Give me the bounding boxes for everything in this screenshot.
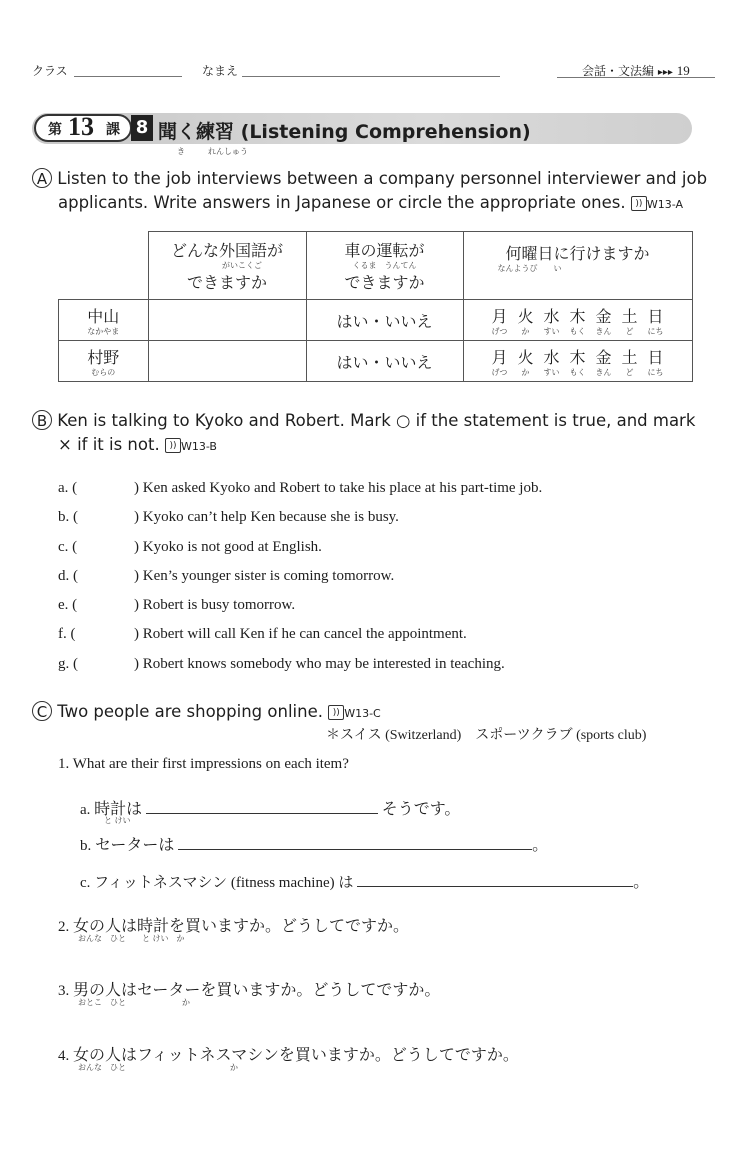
q2-number: 2. <box>58 919 70 935</box>
section-a-marker: A <box>32 168 52 188</box>
days-answer-cell[interactable] <box>463 300 692 341</box>
day-option[interactable] <box>517 345 533 377</box>
question-1a <box>80 796 460 819</box>
item-text: Kyoko is not good at English. <box>142 538 322 555</box>
q1b-text: セーターは <box>95 837 175 854</box>
day-ruby: もく <box>569 327 586 336</box>
table-header-driving <box>306 232 463 300</box>
lesson-number: 13 <box>68 112 94 141</box>
header-driving-text: 車の運転が <box>344 241 425 260</box>
day-option[interactable] <box>596 304 612 336</box>
list-item <box>58 620 542 649</box>
section-c-line1: Two people are shopping online. <box>57 702 323 721</box>
q1c-label: c. <box>80 875 91 891</box>
question-2 <box>58 913 409 936</box>
item-paren: ) <box>134 538 139 555</box>
item-letter[interactable]: a. ( <box>58 480 78 496</box>
day-kanji: 土 <box>621 348 638 367</box>
header-days-ruby: なんようび い <box>497 264 562 273</box>
day-kanji: 水 <box>543 307 560 326</box>
title-en: (Listening Comprehension) <box>240 121 531 143</box>
day-option[interactable] <box>543 304 559 336</box>
day-option[interactable] <box>491 345 507 377</box>
q1c-end: 。 <box>633 874 650 891</box>
list-item <box>58 562 542 591</box>
language-answer-cell[interactable] <box>148 300 306 341</box>
item-paren: ) <box>134 567 139 584</box>
title-jp: 聞く練習 <box>158 121 235 143</box>
list-item <box>58 591 542 620</box>
list-item <box>58 503 542 532</box>
day-option[interactable] <box>569 304 585 336</box>
ruby-renshuu: れんしゅう <box>208 147 248 156</box>
day-kanji: 木 <box>569 348 586 367</box>
audio-code: W13-C <box>344 707 381 720</box>
day-ruby: きん <box>595 327 612 336</box>
q2-text: 女の人は時計を買いますか。どうしてですか。 <box>73 918 410 935</box>
day-kanji: 月 <box>491 348 508 367</box>
page-number: 19 <box>676 63 690 78</box>
item-text: Ken’s younger sister is coming tomorrow. <box>142 567 395 584</box>
table-header-row <box>59 232 693 300</box>
header-language-ruby: がいこくご <box>222 261 262 270</box>
day-options <box>464 304 692 336</box>
day-ruby: すい <box>543 368 560 377</box>
class-field[interactable] <box>74 76 182 77</box>
day-kanji: 水 <box>543 348 560 367</box>
table-header-days <box>463 232 692 300</box>
table-corner <box>59 232 149 300</box>
day-kanji: 木 <box>569 307 586 326</box>
day-ruby: にち <box>647 327 664 336</box>
row-name-cell <box>59 300 149 341</box>
question-1c <box>80 869 649 892</box>
q1b-label: b. <box>80 838 92 854</box>
section-a-line1: Listen to the job interviews between a company personnel interviewer and job <box>57 169 708 188</box>
q1a-label: a. <box>80 802 91 818</box>
day-kanji: 土 <box>621 307 638 326</box>
day-option[interactable] <box>569 345 585 377</box>
lesson-prefix: 第 <box>48 122 62 138</box>
item-text: Kyoko can’t help Ken because she is busy. <box>142 509 399 526</box>
driving-answer-cell[interactable] <box>306 300 463 341</box>
arrow-icon: ▸▸▸ <box>657 67 673 78</box>
header-language-text: どんな外国語が <box>170 241 283 260</box>
q2-ruby: おんな ひと と けい か <box>78 934 185 943</box>
q1c-answer-line[interactable] <box>357 872 633 887</box>
day-ruby: きん <box>595 368 612 377</box>
day-option[interactable] <box>517 304 533 336</box>
table-row <box>59 300 693 341</box>
q3-text: 男の人はセーターを買いますか。どうしてですか。 <box>73 982 441 999</box>
day-option[interactable] <box>622 345 638 377</box>
exercise-title <box>158 117 531 144</box>
item-text: Robert is busy tomorrow. <box>142 597 296 614</box>
audio-code: W13-A <box>646 198 684 211</box>
question-1b <box>80 832 548 855</box>
item-letter[interactable]: f. ( <box>58 626 76 643</box>
item-letter[interactable]: e. ( <box>58 597 78 614</box>
name-field[interactable] <box>242 76 500 77</box>
section-a-line2-wrap <box>58 190 683 217</box>
name-label: なまえ <box>202 64 239 78</box>
audio-icon[interactable]: )) <box>631 196 647 211</box>
list-item <box>58 474 542 503</box>
item-text: Ken asked Kyoko and Robert to take his place at his part-time job. <box>142 480 543 496</box>
q3-ruby: おとこ ひと か <box>78 998 190 1007</box>
section-b-line1: Ken is talking to Kyoko and Robert. Mark ○ if the statement is true, and mark <box>57 411 696 430</box>
day-ruby: げつ <box>491 327 508 336</box>
q1b-answer-line[interactable] <box>178 835 532 850</box>
day-option[interactable] <box>491 304 507 336</box>
lesson-badge <box>34 114 132 142</box>
q1a-text: 時計は <box>94 801 143 818</box>
section-b-line2: × if it is not. <box>58 435 160 454</box>
header-days-text: 何曜日に行けますか <box>505 244 650 263</box>
section-c-instructions <box>32 699 381 726</box>
day-option[interactable] <box>648 304 664 336</box>
ruby-ki: き <box>177 147 185 156</box>
true-false-list <box>58 474 542 679</box>
yes-no-choice[interactable]: はい・いいえ <box>336 311 433 331</box>
day-option[interactable] <box>596 345 612 377</box>
day-ruby: ど <box>625 327 634 336</box>
row-name: 村野 <box>87 348 120 367</box>
section-c-marker: C <box>32 701 52 721</box>
section-a-instructions <box>32 166 707 191</box>
yes-no-choice[interactable]: はい・いいえ <box>336 352 433 372</box>
item-paren: ) <box>134 509 139 526</box>
section-a-line2: applicants. Write answers in Japanese or circle the appropriate ones. <box>58 193 626 212</box>
list-item <box>58 533 542 562</box>
item-letter[interactable]: c. ( <box>58 538 78 555</box>
day-ruby: か <box>521 368 530 377</box>
q1a-ruby: と けい <box>104 816 131 825</box>
day-option[interactable] <box>648 345 664 377</box>
table-row <box>59 341 693 382</box>
q4-text: 女の人はフィットネスマシンを買いますか。どうしてですか。 <box>73 1047 519 1064</box>
day-kanji: 金 <box>595 307 612 326</box>
row-name: 中山 <box>87 307 120 326</box>
day-kanji: 日 <box>647 348 664 367</box>
day-option[interactable] <box>622 304 638 336</box>
days-answer-cell[interactable] <box>463 341 692 382</box>
section-b-marker: B <box>32 410 52 430</box>
q1b-end: 。 <box>532 837 549 854</box>
day-kanji: 火 <box>517 348 534 367</box>
item-letter[interactable]: d. ( <box>58 567 78 584</box>
day-ruby: もく <box>569 368 586 377</box>
audio-code: W13-B <box>180 440 217 453</box>
day-ruby: すい <box>543 327 560 336</box>
row-name-cell <box>59 341 149 382</box>
section-b-instructions <box>32 408 695 433</box>
q3-number: 3. <box>58 983 70 999</box>
q4-number: 4. <box>58 1048 70 1064</box>
day-options <box>464 345 692 377</box>
item-paren: ) <box>134 480 139 496</box>
section-label: 会話・文法編 <box>582 64 655 78</box>
vocab-note: ＊スイス (Switzerland) スポーツクラブ (sports club) <box>326 728 647 743</box>
q1a-answer-line[interactable] <box>146 799 378 814</box>
day-ruby: ど <box>625 368 634 377</box>
audio-icon[interactable]: )) <box>165 438 181 453</box>
item-letter[interactable]: b. ( <box>58 509 78 526</box>
question-1: 1. What are their first impressions on each item? <box>58 756 349 772</box>
item-paren: ) <box>134 597 139 614</box>
row-name-ruby: むらの <box>91 368 116 377</box>
question-4 <box>58 1042 519 1065</box>
header-driving-ruby: くるま うんてん <box>352 261 417 270</box>
q1a-end: そうです。 <box>381 801 461 818</box>
day-kanji: 火 <box>517 307 534 326</box>
driving-answer-cell[interactable] <box>306 341 463 382</box>
q1c-text: フィットネスマシン (fitness machine) は <box>94 875 354 891</box>
day-ruby: か <box>521 327 530 336</box>
list-item <box>58 650 542 679</box>
section-b-line2-wrap <box>58 432 217 459</box>
day-kanji: 金 <box>595 348 612 367</box>
day-option[interactable] <box>543 345 559 377</box>
lesson-suffix: 課 <box>106 122 120 138</box>
q4-ruby: おんな ひと か <box>78 1063 238 1072</box>
language-answer-cell[interactable] <box>148 341 306 382</box>
item-text: Robert will call Ken if he can cancel the appointment. <box>142 626 467 643</box>
header-rule <box>557 77 715 78</box>
day-kanji: 日 <box>647 307 664 326</box>
audio-icon[interactable]: )) <box>328 705 344 720</box>
row-name-ruby: なかやま <box>87 327 120 336</box>
exercise-number: 8 <box>131 115 153 141</box>
item-text: Robert knows somebody who may be interested in teaching. <box>142 655 505 672</box>
class-label: クラス <box>32 64 68 78</box>
table-header-language <box>148 232 306 300</box>
item-letter[interactable]: g. ( <box>58 655 78 672</box>
item-paren: ) <box>134 655 139 672</box>
day-kanji: 月 <box>491 307 508 326</box>
header-language-line2: できますか <box>186 273 267 292</box>
item-paren: ) <box>134 626 139 643</box>
question-3 <box>58 977 440 1000</box>
day-ruby: にち <box>647 368 664 377</box>
interview-table <box>58 231 693 382</box>
day-ruby: げつ <box>491 368 508 377</box>
header-driving-line2: できますか <box>344 273 425 292</box>
